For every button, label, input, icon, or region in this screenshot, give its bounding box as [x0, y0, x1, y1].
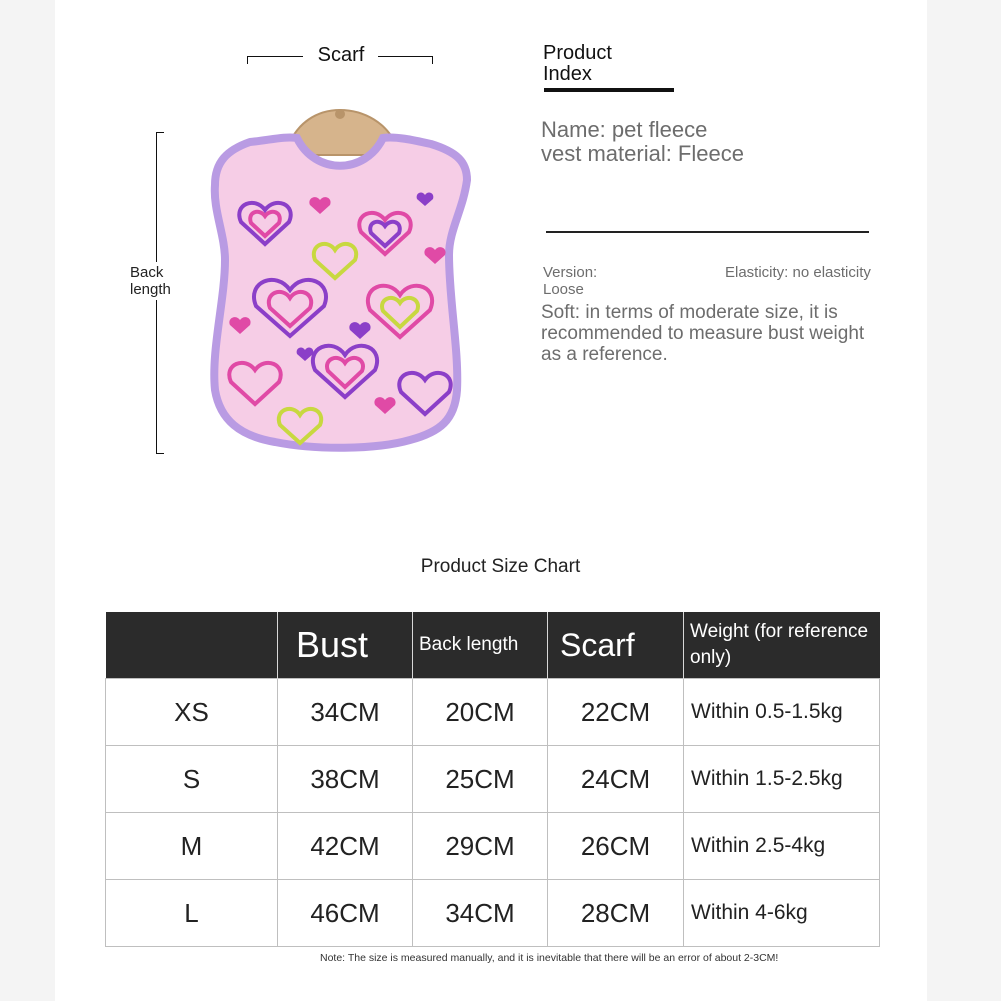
- cell-scarf: 24CM: [548, 746, 684, 813]
- cell-size: S: [106, 746, 278, 813]
- info-divider: [546, 231, 869, 233]
- scarf-measure-tick-left: [247, 56, 248, 64]
- cell-size: M: [106, 813, 278, 880]
- elasticity-text: Elasticity: no elasticity: [725, 264, 871, 281]
- version-label: Version:: [543, 264, 598, 281]
- cell-size: L: [106, 880, 278, 947]
- table-row: [106, 746, 880, 813]
- product-index-title-line2: Index: [543, 63, 592, 85]
- version-value: Loose: [543, 281, 584, 298]
- header-scarf: Scarf: [548, 612, 684, 679]
- header-back-length: Back length: [413, 612, 548, 679]
- measurement-note: Note: The size is measured manually, and it is inevitable that there will be an error of about 2-3CM!: [320, 952, 779, 964]
- cell-scarf: 26CM: [548, 813, 684, 880]
- scarf-measure-line-right: [378, 56, 433, 57]
- back-length-tick-top: [156, 132, 164, 133]
- back-length-label: Back length: [130, 264, 171, 298]
- soft-description: Soft: in terms of moderate size, it is recommended to measure bust weight as a reference.: [541, 302, 865, 365]
- product-index-title: [543, 43, 612, 85]
- header-weight: Weight (for reference only): [684, 612, 880, 679]
- cell-scarf: 28CM: [548, 880, 684, 947]
- product-name-block: [541, 118, 744, 166]
- version-block: [543, 264, 597, 298]
- scarf-measure-tick-right: [432, 56, 433, 64]
- cell-back-length: 29CM: [413, 813, 548, 880]
- hanger-hook: [335, 109, 345, 119]
- back-length-measure: [130, 128, 180, 458]
- scarf-measure-line-left: [247, 56, 303, 57]
- header-size: [106, 612, 278, 679]
- header-bust: Bust: [278, 612, 413, 679]
- cell-bust: 42CM: [278, 813, 413, 880]
- cell-size: XS: [106, 679, 278, 746]
- cell-back-length: 25CM: [413, 746, 548, 813]
- cell-weight: Within 2.5-4kg: [684, 813, 880, 880]
- size-chart-title: Product Size Chart: [420, 556, 581, 577]
- size-chart-header-row: [106, 612, 880, 679]
- cell-weight: Within 0.5-1.5kg: [684, 679, 880, 746]
- product-material: vest material: Fleece: [541, 141, 744, 166]
- back-length-tick-bottom: [156, 453, 164, 454]
- table-row: [106, 679, 880, 746]
- table-row: [106, 880, 880, 947]
- cell-bust: 38CM: [278, 746, 413, 813]
- size-chart-table: [105, 612, 880, 947]
- product-index-underline: [544, 88, 674, 92]
- table-row: [106, 813, 880, 880]
- cell-weight: Within 4-6kg: [684, 880, 880, 947]
- cell-bust: 46CM: [278, 880, 413, 947]
- cell-back-length: 34CM: [413, 880, 548, 947]
- cell-scarf: 22CM: [548, 679, 684, 746]
- cell-back-length: 20CM: [413, 679, 548, 746]
- scarf-measure: [247, 44, 433, 70]
- product-index-title-line1: Product: [543, 42, 612, 64]
- product-name: Name: pet fleece: [541, 117, 708, 142]
- cell-weight: Within 1.5-2.5kg: [684, 746, 880, 813]
- cell-bust: 34CM: [278, 679, 413, 746]
- scarf-measure-label: Scarf: [317, 44, 365, 66]
- pet-vest-image: [195, 100, 485, 480]
